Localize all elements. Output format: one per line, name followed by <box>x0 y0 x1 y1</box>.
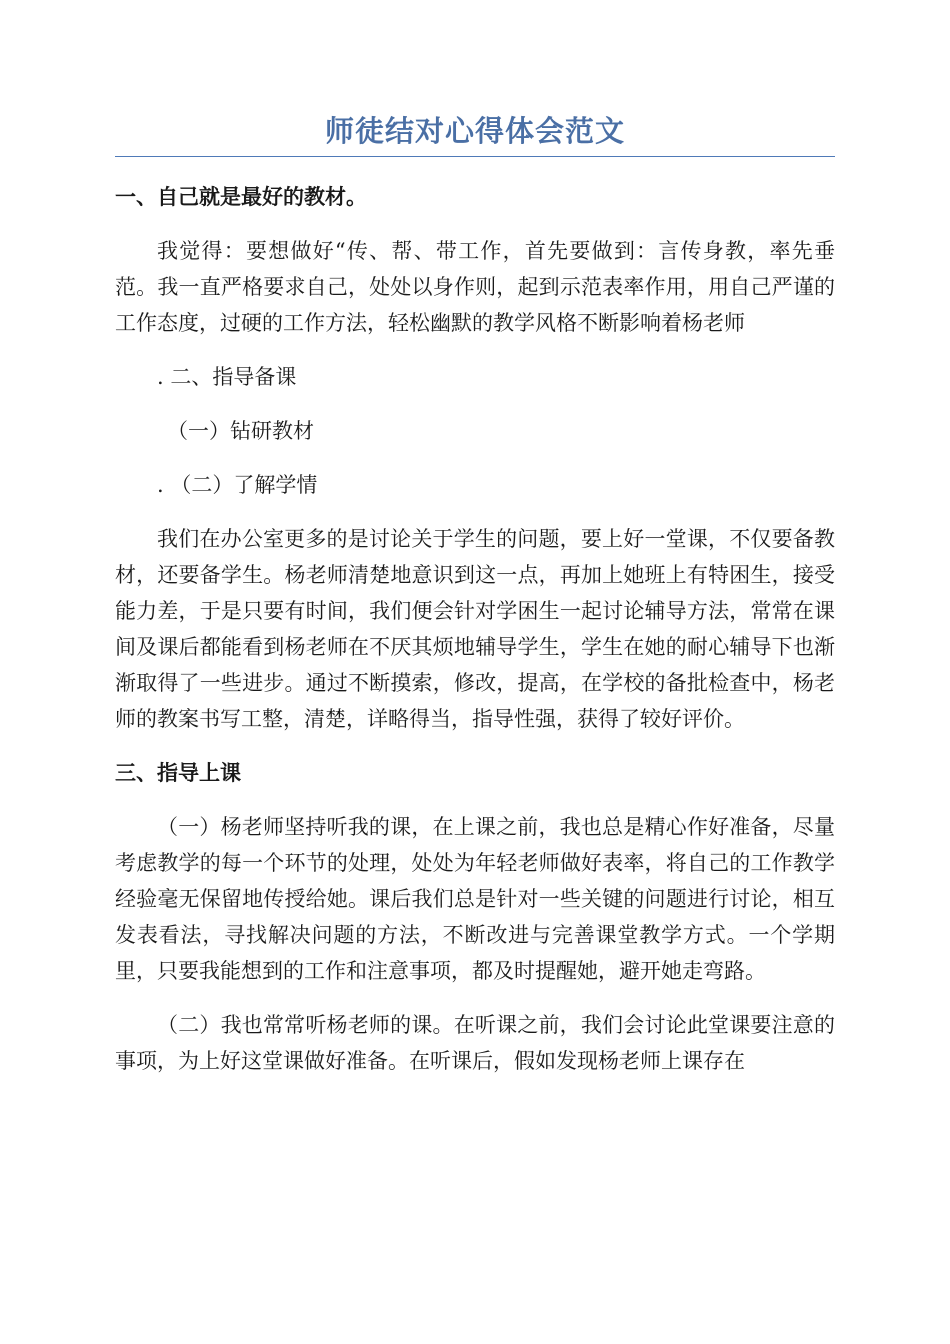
paragraph-4: （二）我也常常听杨老师的课。在听课之前，我们会讨论此堂课要注意的事项，为上好这堂课做好准备。在听课后，假如发现杨老师上课存在 <box>115 1013 835 1073</box>
paragraph-1: 我觉得：要想做好“传、帮、带工作，首先要做到：言传身教，率先垂范。我一直严格要求自己，处处以身作则，起到示范表率作用，用自己严谨的工作态度，过硬的工作方法，轻松幽默的教学风格不断影响着杨老师 <box>115 239 835 335</box>
section-heading-1: 一、自己就是最好的教材。 <box>115 185 367 209</box>
section-heading-2: . 二、指导备课 <box>157 365 297 389</box>
paragraph-2: 我们在办公室更多的是讨论关于学生的问题，要上好一堂课，不仅要备教材，还要备学生。杨老师清楚地意识到这一点，再加上她班上有特困生，接受能力差，于是只要有时间，我们便会针对学困生一起讨论辅导方法，常常在课间及课后都能看到杨老师在不厌其烦地辅导学生，学生在她的耐心辅导下也渐渐取得了一些进步。通过不断摸索，修改，提高，在学校的备批检查中，杨老师的教案书写工整，清楚，详略得当，指导性强，获得了较好评价。 <box>115 527 835 731</box>
title-underline <box>115 156 835 157</box>
section-heading-3: 三、指导上课 <box>115 761 241 785</box>
subheading-2-1: （一）钻研教材 <box>167 419 314 443</box>
document-title: 师徒结对心得体会范文 <box>324 114 625 148</box>
paragraph-3: （一）杨老师坚持听我的课，在上课之前，我也总是精心作好准备，尽量考虑教学的每一个环节的处理，处处为年轻老师做好表率，将自己的工作教学经验毫无保留地传授给她。课后我们总是针对一些关键的问题进行讨论，相互发表看法，寻找解决问题的方法，不断改进与完善课堂教学方式。一个学期里，只要我能想到的工作和注意事项，都及时提醒她，避开她走弯路。 <box>115 815 835 983</box>
document-page <box>115 108 835 1079</box>
subheading-2-2: . （二）了解学情 <box>157 473 318 497</box>
